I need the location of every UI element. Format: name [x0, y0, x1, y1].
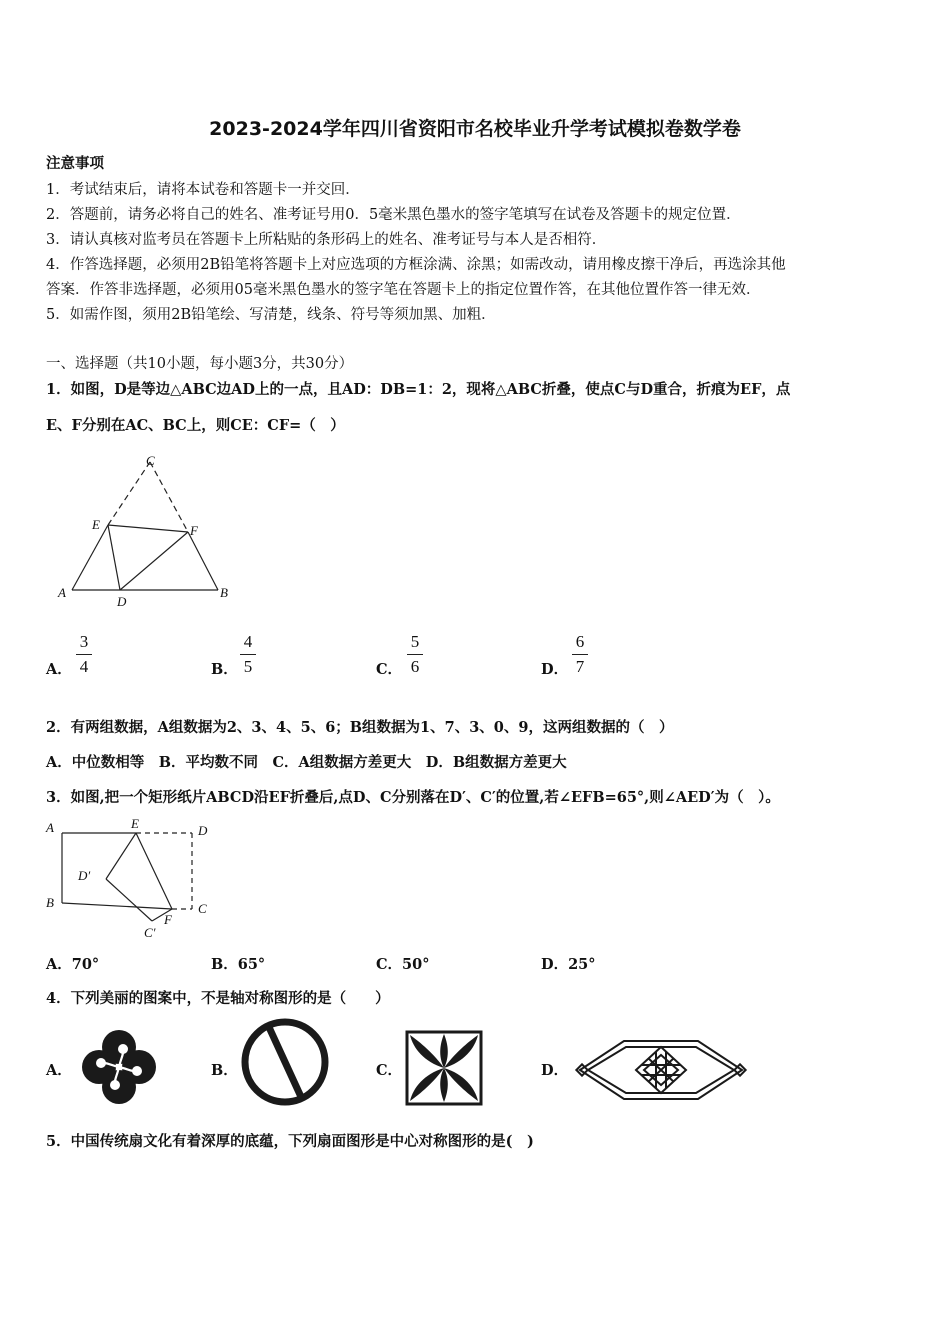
fold-line-EF: [108, 525, 188, 532]
q1-option-c[interactable]: C．: [376, 661, 403, 678]
question-5-text: 5．中国传统扇文化有着深厚的底蕴，下列扇面图形是中心对称图形的是( ): [46, 1133, 534, 1150]
q1-option-d-fraction: 6 7: [572, 632, 588, 677]
label-A: A: [58, 585, 66, 600]
notice-item: 3．请认真核对监考员在答题卡上所粘贴的条形码上的姓名、准考证号与本人是否相符．: [46, 232, 607, 248]
notice-item: 4．作答选择题，必须用2B铅笔将答题卡上对应选项的方框涂满、涂黑；如需改动，请用橡皮擦干净后，再选涂其他: [46, 257, 786, 273]
q1-option-b[interactable]: B．: [211, 661, 238, 678]
question-2-text: 2．有两组数据，A组数据为2、3、4、5、6；B组数据为1、7、3、0、9，这两组数据的（ ）: [46, 719, 674, 736]
notice-item: 5．如需作图，须用2B铅笔绘、写清楚，线条、符号等须加黑、加粗．: [46, 307, 496, 323]
segment-DF: [120, 532, 188, 590]
q4-option-d[interactable]: D．: [541, 1062, 569, 1079]
segment-ED: [108, 525, 120, 590]
q1-option-c-fraction: 5 6: [407, 632, 423, 677]
label-E: E: [92, 517, 100, 532]
label-F: F: [190, 523, 198, 538]
segment-Dprime-Cprime: [106, 879, 152, 921]
label-B: B: [46, 895, 54, 910]
q3-rectangle-figure: [40, 815, 230, 945]
segment-BF: [188, 532, 218, 590]
segment-EC-dashed: [108, 462, 150, 525]
notice-heading: 注意事项: [46, 155, 104, 172]
segment-CF-dashed: [150, 462, 188, 532]
label-F: F: [164, 912, 172, 927]
q3-option-d[interactable]: D．25°: [541, 956, 596, 973]
label-D-prime: D′: [78, 868, 91, 883]
q1-option-a-fraction: 3 4: [76, 632, 92, 677]
question-3-text: 3．如图,把一个矩形纸片ABCD沿EF折叠后,点D、C分别落在D′、C′的位置,若∠EFB=65°,则∠AED′为（ ）。: [46, 789, 780, 806]
label-C: C: [198, 901, 207, 916]
q4-option-a[interactable]: A．: [46, 1062, 72, 1079]
segment-BF-right: [136, 907, 172, 909]
q1-option-b-fraction: 4 5: [240, 632, 256, 677]
question-1-text-cont: E、F分别在AC、BC上，则CE：CF=（ ）: [46, 417, 345, 434]
question-1-text: 1．如图，D是等边△ABC边AD上的一点，且AD：DB=1：2，现将△ABC折叠，使点C与D重合，折痕为EF，点: [46, 381, 791, 398]
notice-item: 答案．作答非选择题，必须用05毫米黑色墨水的签字笔在答题卡上的指定位置作答，在其他位置作答一律无效．: [46, 282, 761, 298]
notice-item: 2．答题前，请务必将自己的姓名、准考证号用0．5毫米黑色墨水的签字笔填写在试卷及答题卡的规定位置．: [46, 207, 741, 223]
q4-pattern-a-swirl: [78, 1028, 160, 1106]
q4-pattern-b-circle-slash: [238, 1016, 332, 1108]
segment-AE: [72, 525, 108, 590]
question-2-options[interactable]: A．中位数相等 B．平均数不同 C．A组数据方差更大 D．B组数据方差更大: [46, 754, 567, 771]
page-title: 2023-2024学年四川省资阳市名校毕业升学考试模拟卷数学卷: [209, 118, 741, 140]
q3-option-c[interactable]: C．50°: [376, 956, 430, 973]
q4-pattern-d-knot: [574, 1035, 748, 1105]
label-D: D: [198, 823, 208, 838]
q4-option-c[interactable]: C．: [376, 1062, 403, 1079]
question-4-text: 4．下列美丽的图案中，不是轴对称图形的是（ ）: [46, 990, 390, 1007]
q1-triangle-figure: [50, 450, 250, 610]
fold-line-EF: [136, 833, 172, 909]
notice-item: 1．考试结束后，请将本试卷和答题卡一并交回．: [46, 182, 360, 198]
segment-BF-left: [62, 903, 136, 907]
segment-ED-prime: [106, 833, 136, 879]
q3-option-b[interactable]: B．65°: [211, 956, 266, 973]
label-D: D: [117, 594, 127, 609]
label-B: B: [220, 585, 228, 600]
q3-option-a[interactable]: A．70°: [46, 956, 100, 973]
label-E: E: [131, 816, 139, 831]
label-C: C: [146, 453, 155, 468]
q1-option-d[interactable]: D．: [541, 661, 569, 678]
q4-pattern-c-leaves: [404, 1030, 484, 1106]
q4-option-b[interactable]: B．: [211, 1062, 238, 1079]
label-A: A: [46, 820, 54, 835]
section-heading: 一、选择题（共10小题，每小题3分，共30分）: [46, 356, 354, 372]
q1-option-a[interactable]: A．: [46, 661, 72, 678]
label-C-prime: C′: [144, 925, 156, 940]
